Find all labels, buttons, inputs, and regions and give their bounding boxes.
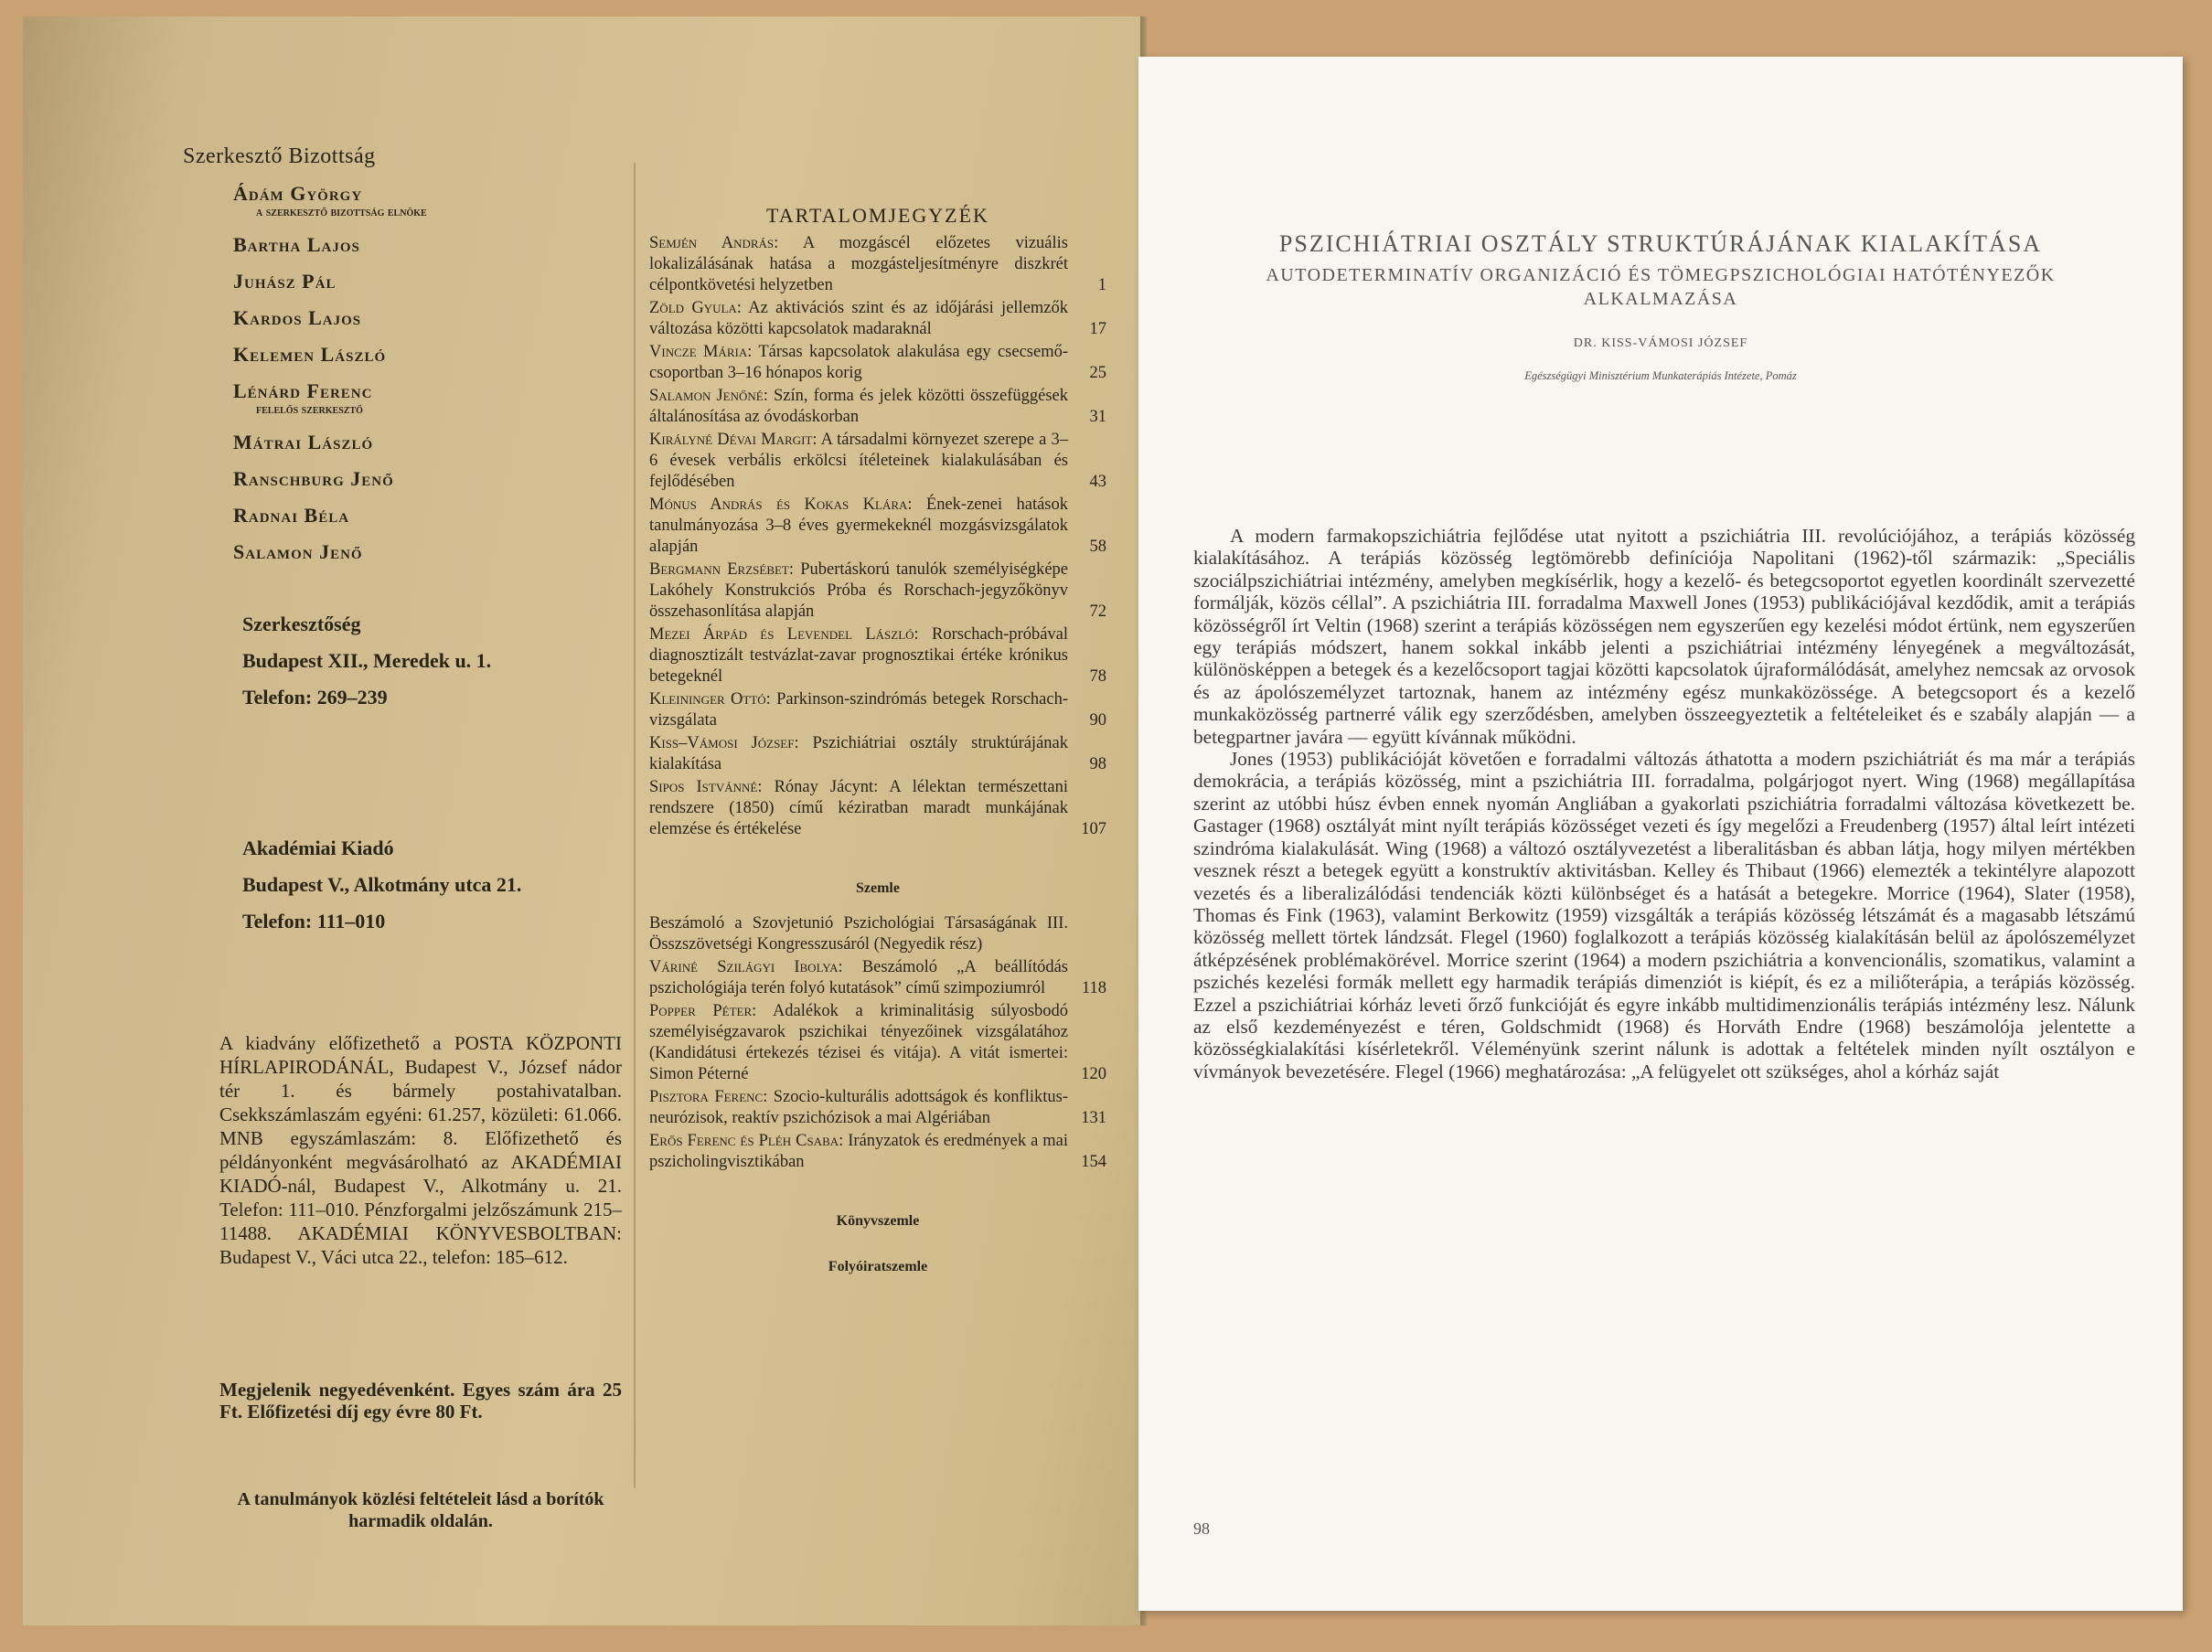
toc-entry: [649, 624, 1106, 687]
editorial-office: [242, 606, 663, 716]
toc-text: Pszichiátriai osztály struktúrájának kialakítása: [649, 734, 1068, 773]
toc-entry: [649, 298, 1106, 340]
toc-text: A mozgáscél előzetes vizuális lokalizálásának hatása a mozgásteljesítményre diszkrét célpontkövetési helyzetben: [649, 234, 1068, 294]
toc-text: Adalékok a kriminalitásig súlyosbodó személyiségzavarok pszichikai tényezőinek vizsgálatához (Kandidátusi értekezés tézisei és vitája). A vitát ismertei: Simon Péterné: [649, 1002, 1069, 1083]
toc-author: Erős Ferenc és Pléh Csaba:: [649, 1132, 844, 1150]
toc-text: Parkinson-szindrómás betegek Rorschach-vizsgálata: [649, 690, 1069, 730]
toc-author: Sipos Istvánné:: [649, 778, 763, 796]
page-number: 98: [1193, 1519, 1210, 1538]
toc-section-books: Könyvszemle: [836, 1213, 920, 1229]
toc-section-journals: Folyóiratszemle: [828, 1259, 928, 1274]
board-member-role: a szerkesztő bizottság elnöke: [256, 206, 427, 219]
toc-author: Pisztora Ferenc:: [649, 1088, 768, 1106]
toc-entry: [649, 430, 1106, 493]
table-of-contents: [649, 204, 1106, 1283]
toc-author: Popper Péter:: [649, 1002, 757, 1020]
toc-text: Irányzatok és eredmények a mai pszicholingvisztikában: [649, 1132, 1068, 1171]
frequency-info: Megjelenik negyedévenként. Egyes szám ára 25 Ft. Előfizetési díj egy évre 80 Ft.: [219, 1379, 622, 1423]
board-member: Juhász Pál: [233, 270, 337, 293]
toc-text: A társadalmi környezet szerepe a 3–6 évesek verbális erkölcsi ítéleteinek kialakulásában és fejlődésében: [649, 431, 1068, 491]
right-page: [1138, 57, 2183, 1611]
toc-entry: [649, 913, 1106, 955]
toc-text: Beszámoló „A beállítódás pszichológiája terén folyó kutatások” című szimpoziumról: [649, 958, 1068, 997]
toc-page: 154: [1081, 1153, 1106, 1171]
toc-text: Beszámoló a Szovjetunió Pszichológiai Társaságának III. Összszövetségi Kongresszusáról (Negyedik rész): [649, 914, 1068, 954]
toc-page: 78: [1089, 667, 1106, 686]
article-paragraph: A modern farmakopszichiátria fejlődése utat nyitott a pszichiátria III. revolúciójához, a terápiás közösség kialakításához. A terápiás közösség legtömörebb definíciója Napolitani (1962)-től származik: „Speciális szociálpszichiátriai intézmény, amelyben megkísérlik, hogy a kezelő- és betegcsoportot egyetlen koordinált szervezetté formálják, közös céllal”. A pszichiátria III. forradalma Maxwell Jones (1953) publikációjával kezdődik, amit a terápiás közösségről írt Veltin (1968) szerint a terápiás közösségen nem egyszerűen egy kezelési módot értünk, nem egyszerűen egy terápiás módszert, hanem sokkal inkább jelenti a pszichiátriai intézmény lényegének a megváltozását, különösképpen a betegek és a kezelőcsoport tagjai közötti kapcsolatok újraformálódását, amelyhez nemcsak az orvosok és az ápolószemélyzet tartoznak, hanem az intézmény egész munkaközössége. A betegcsoport és a kezelő munkaközösség partnerré válik egy szerződésben, amelyben összeegyeztetik a feltételeiket és e szabály alapján — a betegpartner javára — együtt kívánnak működni.: [1193, 525, 2135, 748]
toc-entry: [649, 342, 1106, 384]
toc-page: 90: [1089, 711, 1106, 730]
board-member: Mátrai László: [233, 431, 374, 453]
toc-text: Szín, forma és jelek közötti összefüggések általánosítása az óvodáskorban: [649, 387, 1068, 426]
toc-author: Mezei Árpád és Levendel László:: [649, 625, 919, 644]
office-address: Budapest XII., Meredek u. 1.: [242, 649, 492, 672]
publisher-phone: Telefon: 111–010: [242, 910, 386, 933]
toc-author: Kleininger Ottó:: [649, 690, 771, 709]
article-paragraph: Jones (1953) publikációját követően e forradalmi változás áthatotta a modern pszichiátriát és ma már a terápiás demokrácia, a terápiás közösség, mint a pszichiátria III. forradalma, polgárjogot nyert. Wing (1968) megállapítása szerint az utóbbi húsz évben ennek nyomán Angliában a gyakorlati pszichiátria forradalmi változása következett be. Gastager (1968) osztályát mint nyílt terápiás közösséget vezeti és így megelőzi a Freudenberg (1957) által leírt intézeti szindróma kialakulását. Wing (1968) a változó osztályvezetést a liberalitásban és abban látja, hogy milyen mértékben vesznek részt a betegek együtt a konstruktív aktivitásban. Kelley és Thibaut (1966) elemezték a tekintélyre alapozott vezetés és a liberalizálódási tendenciák közti különbséget és a hatását a betegekre. Morrice (1964), Slater (1958), Thomas és Fink (1963), valamint Berkowitz (1959) vizsgálták a terápiás közösség létszámát és a magasabb létszámú közösség mellett törtek lándzsát. Flegel (1960) foglalkozott a terápiás közösség kialakításán belül az ápolószemélyzet átképzésének problémakörével. Morrice szerint (1964) a modern pszichiátria a konvencionális, szomatikus, valamint a pszichés kezelési formák mellett egy harmadik terápiás dimenziót is kiépít, és ez a miliőterápia, a terápiás közösség. Ezzel a pszichiátriai kórház leveti őrző funkcióját és egyre inkább multidimenzionális terápiás intézmény lesz. Nálunk az első kezdeményezést e téren, Goldschmidt (1968) és Horváth Endre (1968) beszámolója jelentette a közösségkialakítási kísérletekről. Véleményünk szerint nálunk is adottak a feltételek minden nyílt osztályon e vívmányok bevezetésére. Flegel (1966) meghatározása: „A felügyelet ott szükséges, ahol a kórház saját: [1193, 748, 2135, 1082]
toc-author: Bergmann Erzsébet:: [649, 560, 795, 579]
toc-author: Vincze Mária:: [649, 343, 753, 361]
board-member: Bartha Lajos: [233, 233, 360, 256]
article-affiliation: Egészségügyi Minisztérium Munkaterápiás Intézete, Pomáz: [1524, 369, 1797, 382]
toc-page: 58: [1089, 538, 1106, 556]
toc-page: 25: [1089, 364, 1106, 382]
toc-text: Az aktivációs szint és az időjárási jellemzők változása közötti kapcsolatok madaraknál: [649, 299, 1069, 338]
toc-text: Rorschach-próbával diagnosztizált testvázlat-zavar prognosztikai értéke krónikus betegeknél: [649, 625, 1069, 686]
board-member: Salamon Jenő: [233, 540, 363, 563]
article-title: PSZICHIÁTRIAI OSZTÁLY STRUKTÚRÁJÁNAK KIALAKÍTÁSA: [1278, 230, 2043, 257]
toc-section-szemle: Szemle: [856, 880, 900, 896]
toc-entry: [649, 560, 1106, 623]
column-divider: [634, 163, 636, 1488]
toc-page: 107: [1081, 820, 1106, 838]
toc-author: Kiss–Vámosi József:: [649, 734, 799, 752]
toc-entry: [649, 1001, 1106, 1085]
toc-page: 1: [1097, 276, 1106, 294]
toc-entries: [649, 233, 1106, 840]
toc-entry: [649, 233, 1106, 296]
toc-author: Váriné Szilágyi Ibolya:: [649, 958, 843, 976]
editorial-board: [183, 144, 604, 564]
article-author: DR. KISS-VÁMOSI JÓZSEF: [1573, 336, 1748, 350]
board-member: Lénárd Ferenc: [233, 379, 373, 402]
office-phone: Telefon: 269–239: [242, 686, 388, 709]
toc-author: Semjén András:: [649, 234, 779, 252]
toc-page: 31: [1089, 408, 1106, 426]
toc-page: 17: [1089, 320, 1106, 338]
publisher-address: Budapest V., Alkotmány utca 21.: [242, 873, 522, 896]
board-member-role: felelős szerkesztő: [256, 403, 363, 417]
board-members: [183, 182, 604, 564]
toc-text: Pubertáskorú tanulók személyiségképe Lakóhely Konstrukciós Próba és Rorschach-jegyzőkönyv összehasonlítása alapján: [649, 560, 1069, 621]
toc-text: Ének-zenei hatások tanulmányozása 3–8 éves gyermekeknél mozgásvizsgálatok alapján: [649, 496, 1068, 556]
toc-entry: [649, 777, 1106, 840]
toc-entry: [649, 689, 1106, 731]
toc-entry: [649, 495, 1106, 558]
publisher-info: [242, 830, 663, 940]
toc-entry: [649, 386, 1106, 428]
toc-page: 120: [1081, 1065, 1106, 1083]
toc-page: 72: [1089, 602, 1106, 621]
article-body: [1193, 525, 2135, 1082]
toc-entry: [649, 1087, 1106, 1129]
toc-text: Társas kapcsolatok alakulása egy csecsemő-csoportban 3–16 hónapos korig: [649, 343, 1068, 382]
toc-author: Zöld Gyula:: [649, 299, 742, 317]
szemle-entries: [649, 913, 1106, 1173]
office-heading: Szerkesztőség: [242, 613, 361, 635]
subscription-info: A kiadvány előfizethető a POSTA KÖZPONTI HÍRLAPIRODÁNÁL, Budapest V., József nádor tér 1. és bármely postahivatalban. Csekkszámlaszám egyéni: 61.257, közületi: 61.066. MNB egyszámlaszám: 8. Előfizethető és példányonként megvásárolható az AKADÉMIAI KIADÓ-nál, Budapest V., Alkotmány u. 21. Telefon: 111–010. Pénzforgalmi jelzőszámunk 215–11488. AKADÉMIAI KÖNYVESBOLTBAN: Budapest V., Váci utca 22., telefon: 185–612.: [219, 1032, 622, 1268]
toc-title: TARTALOMJEGYZÉK: [766, 204, 989, 227]
toc-author: Királyné Dévai Margit:: [649, 431, 817, 449]
toc-text: Rónay Jácynt: A lélektan természettani rendszere (1850) című kéziratban maradt munkájának elemzése és értékelése: [649, 778, 1068, 838]
board-member: Radnai Béla: [233, 504, 350, 527]
left-page: [23, 16, 1140, 1625]
toc-author: Mónus András és Kokas Klára:: [649, 496, 913, 514]
publication-notice: A tanulmányok közlési feltételeit lásd a borítók harmadik oldalán.: [237, 1489, 604, 1531]
publisher-name: Akadémiai Kiadó: [242, 837, 394, 859]
board-member: Kelemen László: [233, 343, 387, 366]
toc-page: 131: [1081, 1109, 1106, 1127]
toc-entry: [649, 957, 1106, 999]
toc-entry: [649, 1131, 1106, 1173]
article-subtitle: AUTODETERMINATÍV ORGANIZÁCIÓ ÉS TÖMEGPSZICHOLÓGIAI HATÓTÉNYEZŐK ALKALMAZÁSA: [1266, 265, 2056, 309]
board-heading: Szerkesztő Bizottság: [183, 144, 376, 168]
board-member: Ranschburg Jenő: [233, 467, 394, 490]
board-member: Kardos Lajos: [233, 306, 362, 329]
toc-page: 98: [1089, 755, 1106, 773]
toc-author: Salamon Jenőné:: [649, 387, 768, 405]
toc-entry: [649, 733, 1106, 775]
toc-page: 118: [1081, 979, 1106, 997]
board-member: Ádám György: [233, 182, 363, 205]
toc-page: 43: [1089, 473, 1106, 491]
toc-text: Szocio-kulturális adottságok és konfliktus-neurózisok, reaktív pszichózisok a mai Algériában: [649, 1088, 1068, 1127]
